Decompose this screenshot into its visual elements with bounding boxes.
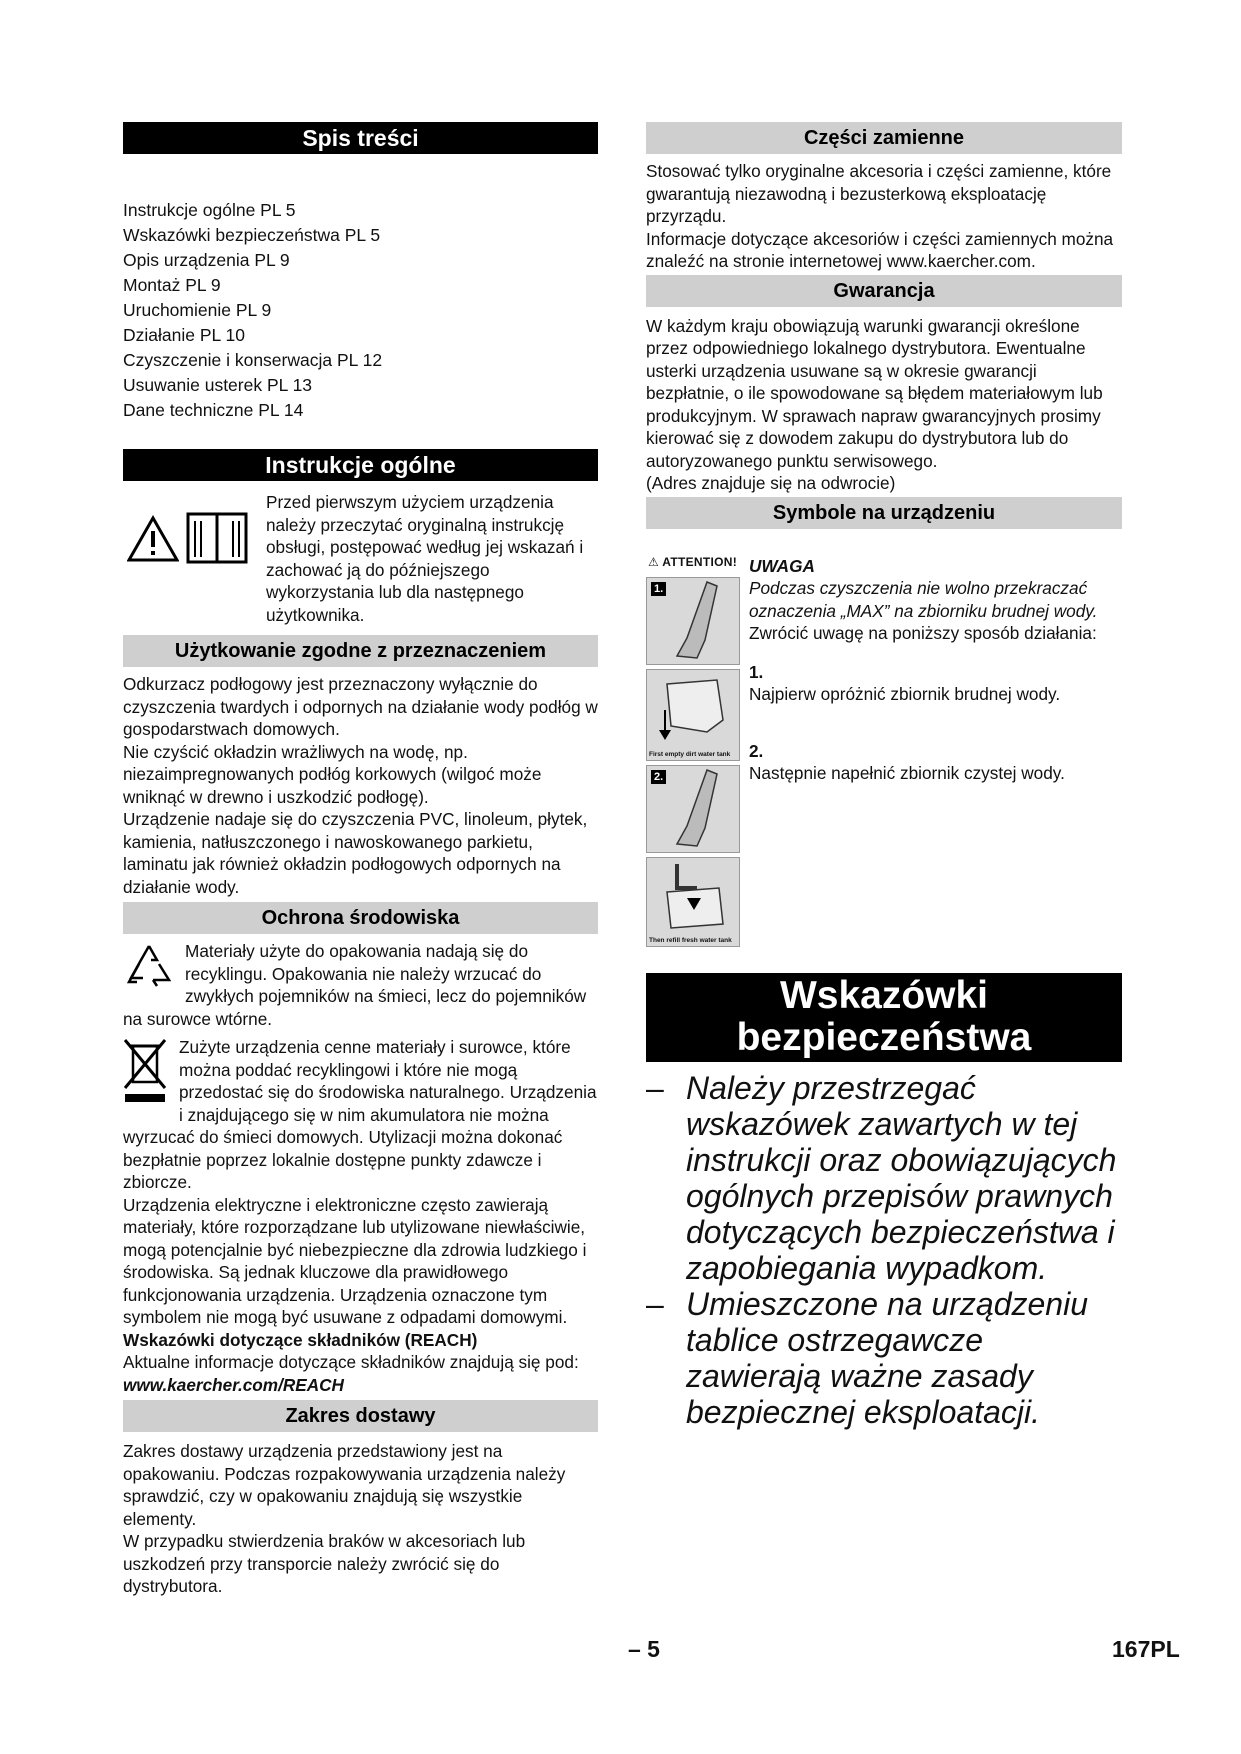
general-instructions-heading: Instrukcje ogólne — [123, 449, 598, 481]
step1-device-image: 1. — [646, 577, 740, 665]
toc-item: Dane techniczne PL 14 — [123, 400, 304, 420]
warning-note: Zwrócić uwagę na poniższy sposób działania: — [749, 623, 1097, 643]
general-instructions-block — [123, 491, 598, 635]
symbols-heading: Symbole na urządzeniu — [646, 497, 1122, 529]
page-number: – 5 — [628, 1636, 660, 1662]
toc-heading: Spis treści — [123, 122, 598, 154]
toc-item: Uruchomienie PL 9 — [123, 300, 272, 320]
step2-device-image: 2. — [646, 765, 740, 853]
refill-tank-image: Then refill fresh water tank — [646, 857, 740, 947]
toc-item: Montaż PL 9 — [123, 275, 221, 295]
weee-text: Zużyte urządzenia cenne materiały i surowce, które można poddać recyklingowi i które nie mogą przedostać się do środowiska naturalnego. Urządzenia i znajdującego się w nim akumulatora nie można wyrzucać do śmieci domowych. Utylizacji można dokonać bezpłatnie poprzez lokalnie dostępne punkty zdawcze i zbiorcze. — [123, 1037, 597, 1192]
warning-text: Podczas czyszczenia nie wolno przekraczać oznaczenia „MAX” na zbiorniku brudnej wody. — [749, 578, 1098, 621]
step1-number: 1. — [749, 661, 764, 682]
warning-triangle-icon — [127, 515, 179, 563]
safety-list — [646, 1070, 1122, 1430]
toc-item: Wskazówki bezpieczeństwa PL 5 — [123, 225, 381, 245]
spare-parts-text: Stosować tylko oryginalne akcesoria i części zamienne, które gwarantują niezawodną i bezusterkową eksploatację przyrządu. Informacje dotyczące akcesoriów i części zamiennych można znaleźć na stronie internetowej www.kaercher.com. — [646, 161, 1114, 271]
reach-title: Wskazówki dotyczące składników (REACH) — [123, 1329, 478, 1350]
page-code: 167PL — [1112, 1636, 1180, 1662]
spare-parts-heading: Części zamienne — [646, 122, 1122, 154]
toc-item: Czyszczenie i konserwacja PL 12 — [123, 350, 383, 370]
step2-text: Następnie napełnić zbiornik czystej wody. — [749, 763, 1065, 783]
safety-heading: Wskazówki bezpieczeństwa — [646, 973, 1122, 1062]
delivery-heading: Zakres dostawy — [123, 1400, 598, 1432]
safety-item: – Umieszczone na urządzeniu tablice ostrzegawcze zawierają ważne zasady bezpiecznej eksploatacji. — [646, 1285, 1088, 1430]
empty-tank-image: First empty dirt water tank — [646, 669, 740, 761]
step2-number: 2. — [749, 740, 764, 761]
step1-text: Najpierw opróżnić zbiornik brudnej wody. — [749, 684, 1061, 704]
environment-section — [123, 940, 598, 1396]
reach-link[interactable]: www.kaercher.com/REACH — [123, 1374, 344, 1395]
recycling-text: Materiały użyte do opakowania nadają się do recyklingu. Opakowania nie należy wrzucać do zwykłych pojemników na śmieci, lecz do pojemników na surowce wtórne. — [123, 941, 587, 1029]
toc-item: Usuwanie usterek PL 13 — [123, 375, 313, 395]
toc-item: Opis urządzenia PL 9 — [123, 250, 290, 270]
toc-item: Działanie PL 10 — [123, 325, 245, 345]
delivery-text: Zakres dostawy urządzenia przedstawiony jest na opakowaniu. Podczas rozpakowywania urządzenia należy sprawdzić, czy w opakowaniu znajdują się wszystkie elementy. W przypadku stwierdzenia braków w akcesoriach lub uszkodzeń przy transporcie należy zwrócić się do dystrybutora. — [123, 1441, 566, 1596]
warning-title: UWAGA — [749, 555, 815, 576]
right-column — [646, 122, 1122, 1430]
attention-label: ⚠ ATTENTION! — [648, 554, 738, 569]
left-column — [123, 122, 598, 1598]
dirt-tank-icon — [647, 670, 739, 746]
environment-heading: Ochrona środowiska — [123, 902, 598, 934]
warranty-heading: Gwarancja — [646, 275, 1122, 307]
general-instructions-text: Przed pierwszym użyciem urządzenia należy przeczytać oryginalną instrukcję obsługi, postępować według jej wskazań i zachować ją do późniejszego wykorzystania lub dla następnego użytkownika. — [266, 492, 584, 625]
crossed-bin-icon — [123, 1036, 167, 1106]
symbols-text — [749, 555, 1121, 785]
weee-text-2: Urządzenia elektryczne i elektroniczne często zawierają materiały, które rozporządzane lub utylizowane niewłaściwie, mogą potencjalnie być niebezpieczne dla zdrowia ludzkiego i środowiska. Są jednak kluczowe dla prawidłowego funkcjonowania urządzenia. Urządzenia oznaczone tym symbolem nie mogą być usuwane z odpadami domowymi. — [123, 1194, 587, 1327]
reach-text: Aktualne informacje dotyczące składników znajdują się pod: — [123, 1352, 579, 1372]
warranty-text: W każdym kraju obowiązują warunki gwarancji określone przez odpowiedniego lokalnego dystrybutora. Ewentualne usterki urządzenia usuwane są w okresie gwarancji bezpłatnie, o ile spowodowane są błędem materiałowym lub produkcyjnym. W sprawach napraw gwarancyjnych prosimy kierować się z dowodem zakupu do dystrybutora lub do autoryzowanego punktu serwisowego. (Adres znajduje się na odwrocie) — [646, 315, 1103, 493]
toc-item: Instrukcje ogólne PL 5 — [123, 200, 296, 220]
fresh-tank-icon — [647, 858, 739, 934]
table-of-contents — [123, 198, 598, 423]
intended-use-heading: Użytkowanie zgodne z przeznaczeniem — [123, 635, 598, 667]
intended-use-text: Odkurzacz podłogowy jest przeznaczony wyłącznie do czyszczenia twardych i odpornych na działanie wody podłóg w gospodarstwach domowych. Nie czyścić okładzin wrażliwych na wodę, np. niezaimpregnowanych podłóg korkowych (wilgoć może wniknąć w drewno i uszkodzić podłogę). Urządzenie nadaje się do czyszczenia PVC, linoleum, płytek, kamienia, natłuszczonego i nawoskowanego parkietu, laminatu jak również okładzin podłogowych odpornych na działanie wody. — [123, 674, 598, 897]
manual-book-icon — [185, 511, 249, 565]
safety-item: – Należy przestrzegać wskazówek zawartych w tej instrukcji oraz obowiązujących ogólnych przepisów prawnych dotyczących bezpieczeństwa i zapobiegania wypadkom. — [646, 1069, 1117, 1286]
recycling-icon — [123, 942, 175, 992]
symbols-block — [646, 545, 1122, 973]
